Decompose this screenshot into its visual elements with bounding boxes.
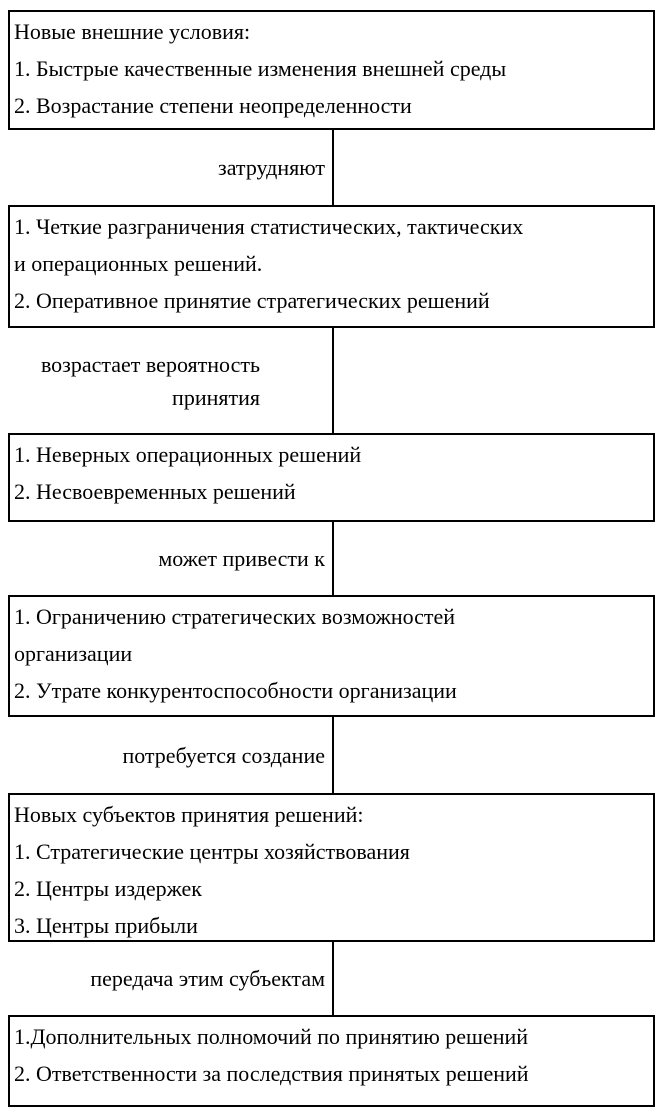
connector-label: затрудняют bbox=[218, 155, 325, 180]
box-text-line: 3. Центры прибыли bbox=[14, 913, 198, 938]
connector-line bbox=[332, 130, 334, 205]
box-text-line: 1. Неверных операционных решений bbox=[14, 442, 362, 467]
box-text-line: организации bbox=[14, 641, 133, 666]
connector-4 bbox=[0, 717, 667, 793]
connector-label: возрастает вероятность принятия bbox=[40, 351, 260, 410]
box-text-line: 2. Ответственности за последствия принятых решений bbox=[14, 1061, 529, 1086]
connector-label: потребуется создание bbox=[122, 742, 325, 768]
connector-label: передача этим субъектам bbox=[90, 966, 325, 991]
box-text-line: 2. Несвоевременных решений bbox=[14, 479, 296, 504]
connector-5 bbox=[0, 942, 667, 1015]
flow-box-wrong-decisions bbox=[8, 433, 655, 522]
connector-1 bbox=[0, 130, 667, 205]
connector-2 bbox=[0, 328, 667, 433]
flow-box-transferred-powers bbox=[8, 1015, 655, 1107]
connector-line bbox=[332, 328, 334, 433]
box-text-line: 1. Стратегические центры хозяйствования bbox=[14, 839, 410, 864]
box-text-line: 2. Возрастание степени неопределенности bbox=[14, 93, 412, 118]
connector-line bbox=[332, 717, 334, 793]
flow-box-new-decision-subjects bbox=[8, 793, 655, 942]
box-text-line: 1.Дополнительных полномочий по принятию решений bbox=[14, 1024, 529, 1049]
box-text-line: 2. Оперативное принятие стратегических решений bbox=[14, 288, 490, 313]
flow-box-new-external-conditions bbox=[8, 10, 655, 130]
flow-box-consequences bbox=[8, 595, 655, 717]
connector-3 bbox=[0, 522, 667, 595]
box-text-line: Новых субъектов принятия решений: bbox=[14, 802, 364, 827]
box-text-line: 1. Быстрые качественные изменения внешней среды bbox=[14, 56, 507, 81]
box-text-line: и операционных решений. bbox=[14, 251, 263, 276]
box-text-line: 1. Ограничению стратегических возможностей bbox=[14, 604, 456, 629]
box-text-line: 1. Четкие разграничения статистических, тактических bbox=[14, 214, 524, 239]
connector-line bbox=[332, 942, 334, 1015]
box-text-line: Новые внешние условия: bbox=[14, 19, 251, 44]
connector-line bbox=[332, 522, 334, 595]
connector-label: может привести к bbox=[158, 546, 325, 571]
box-text-line: 2. Утрате конкурентоспособности организации bbox=[14, 678, 457, 703]
flow-box-complicated-distinctions bbox=[8, 205, 655, 328]
box-text-line: 2. Центры издержек bbox=[14, 876, 202, 901]
